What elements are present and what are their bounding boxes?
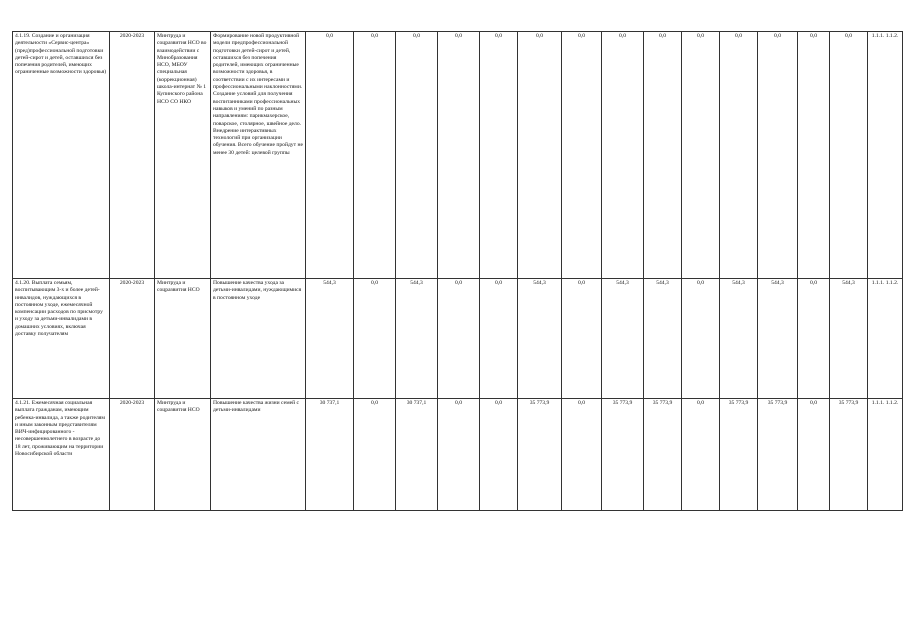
value-cell: 544,3 [830, 279, 868, 399]
value-cell: 0,0 [396, 32, 438, 279]
value-cell: 0,0 [644, 32, 682, 279]
expected-result: Формирование новой продуктивной модели предпрофессиональной подготовки детей-сирот и детей, оставшихся без попечения родителей, имеющих ограниченные возможности здоровья, в соответствии с их интересами и профессиональными наклонностями. Создание условий для получения воспитанниками профессиональных навыков и умений по разным направлениям: парикмахерское, поварское, столярное, швейное дело. Внедрение интерактивных технологий при организации обучения. Всего обучение пройдут не менее 30 детей: целевой группы [211, 32, 306, 279]
value-cell: 35 773,9 [644, 399, 682, 511]
period: 2020-2023 [110, 399, 155, 511]
value-cell: 35 773,9 [758, 399, 798, 511]
value-cell: 0,0 [480, 399, 518, 511]
executor: Минтруда и соцразвития НСО [155, 399, 211, 511]
program-table [12, 31, 903, 511]
value-cell: 0,0 [438, 32, 480, 279]
value-cell: 0,0 [480, 32, 518, 279]
value-cell: 0,0 [438, 279, 480, 399]
value-cell: 544,3 [602, 279, 644, 399]
period: 2020-2023 [110, 32, 155, 279]
value-cell: 0,0 [602, 32, 644, 279]
table-row [13, 32, 903, 279]
value-cell: 544,3 [720, 279, 758, 399]
executor: Минтруда и соцразвития НСО [155, 279, 211, 399]
value-cell: 0,0 [518, 32, 562, 279]
value-cell: 35 773,9 [720, 399, 758, 511]
value-cell: 0,0 [798, 279, 830, 399]
value-cell: 544,3 [758, 279, 798, 399]
value-cell: 544,3 [396, 279, 438, 399]
value-cell: 0,0 [798, 32, 830, 279]
period: 2020-2023 [110, 279, 155, 399]
measure-name: 4.1.20. Выплата семьям, воспитывающим 3-х и более детей-инвалидов, нуждающихся в постоянном уходе, ежемесячной компенсации расходов по присмотру и уходу за детьми-инвалидами в домашних условиях, включая доставку получателям [13, 279, 110, 399]
value-cell: 30 737,1 [306, 399, 354, 511]
value-cell: 0,0 [354, 32, 396, 279]
measure-name: 4.1.21. Ежемесячная социальная выплата гражданам, имеющим ребенка-инвалида, а также родителям и иным законным представителям ВИЧ-инфицированного - несовершеннолетнего в возрасте до 18 лет, проживающим на территории Новосибирской области [13, 399, 110, 511]
value-cell: 0,0 [758, 32, 798, 279]
value-cell: 0,0 [438, 399, 480, 511]
expected-result: Повышение качества ухода за детьми-инвалидами, нуждающимися в постоянном уходе [211, 279, 306, 399]
expected-result: Повышение качества жизни семей с детьми-инвалидами [211, 399, 306, 511]
value-cell: 0,0 [480, 279, 518, 399]
value-cell: 0,0 [682, 32, 720, 279]
value-cell: 35 773,9 [602, 399, 644, 511]
table-row [13, 399, 903, 511]
value-cell: 0,0 [562, 279, 602, 399]
value-cell: 544,3 [306, 279, 354, 399]
value-cell: 0,0 [798, 399, 830, 511]
value-cell: 0,0 [354, 399, 396, 511]
target-refs: 1.1.1. 1.1.2. [868, 399, 903, 511]
value-cell: 0,0 [306, 32, 354, 279]
executor: Минтруда и соцразвития НСО во взаимодействии с Минобразования НСО, МБОУ специальная (коррекционная) школа-интернат № 1 Купинского района НСО СО НКО [155, 32, 211, 279]
table-row [13, 279, 903, 399]
value-cell: 30 737,1 [396, 399, 438, 511]
value-cell: 0,0 [354, 279, 396, 399]
value-cell: 0,0 [562, 32, 602, 279]
value-cell: 0,0 [720, 32, 758, 279]
value-cell: 35 773,9 [518, 399, 562, 511]
target-refs: 1.1.1. 1.1.2. [868, 32, 903, 279]
value-cell: 35 773,9 [830, 399, 868, 511]
target-refs: 1.1.1. 1.1.2. [868, 279, 903, 399]
value-cell: 544,3 [518, 279, 562, 399]
value-cell: 0,0 [682, 399, 720, 511]
value-cell: 0,0 [562, 399, 602, 511]
value-cell: 0,0 [830, 32, 868, 279]
value-cell: 0,0 [682, 279, 720, 399]
measure-name: 4.1.19. Создание и организация деятельности «Сервис-центра» (пред)профессиональной подготовки детей-сирот и детей, оставшихся без попечения родителей, имеющих ограниченные возможности здоровья) [13, 32, 110, 279]
value-cell: 544,3 [644, 279, 682, 399]
